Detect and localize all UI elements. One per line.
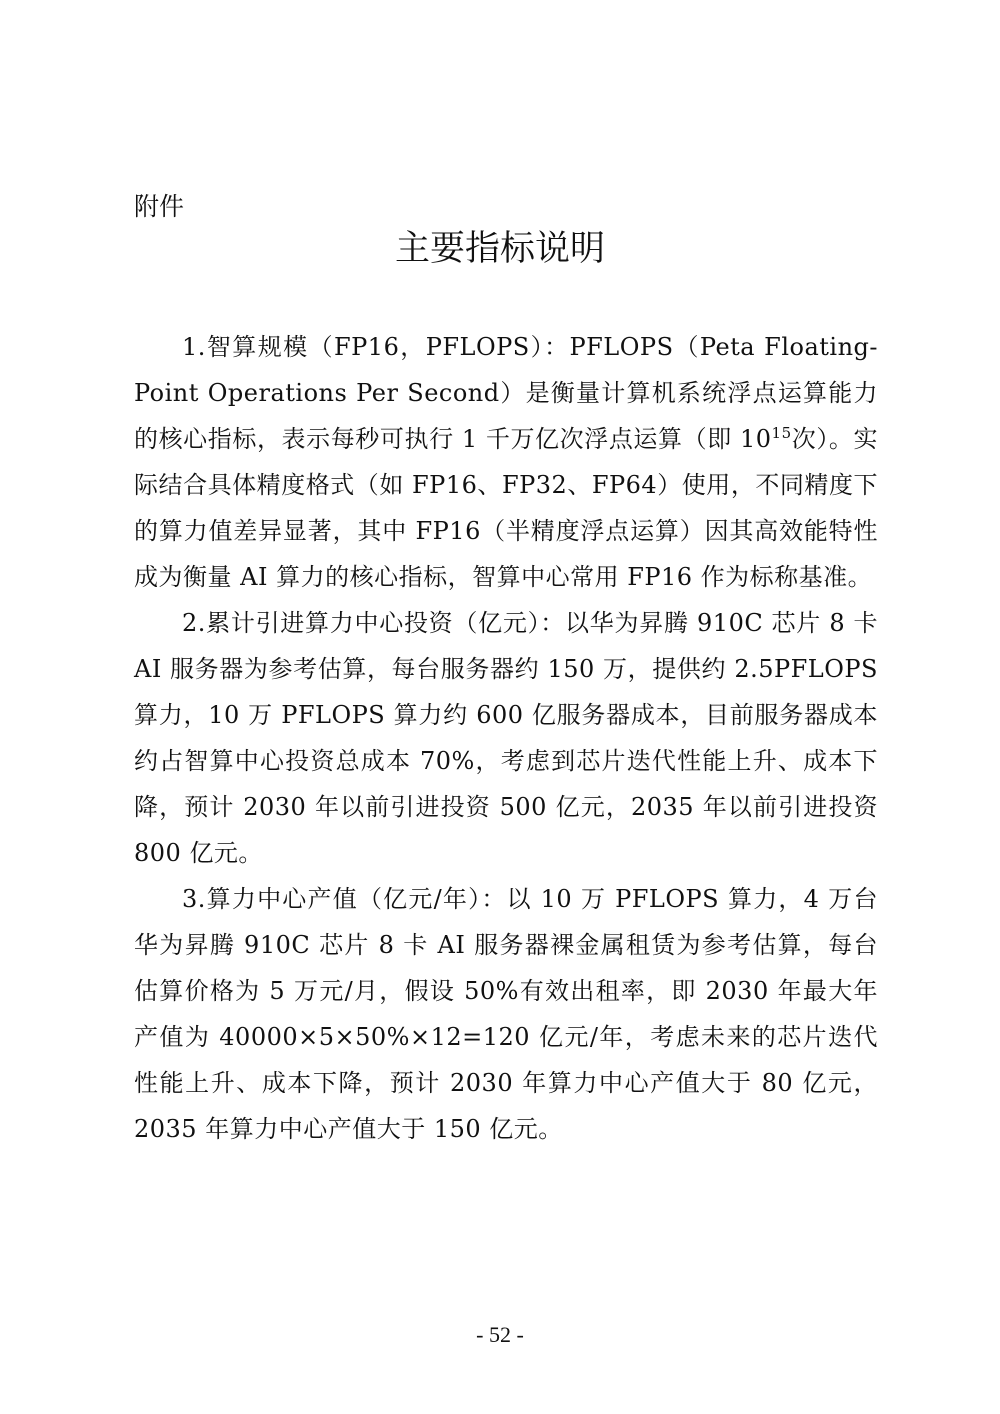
paragraph-1 (134, 324, 878, 600)
document-title: 主要指标说明 (394, 229, 605, 269)
paragraph-2: 2.累计引进算力中心投资（亿元）：以华为昇腾 910C 芯片 8 卡 AI 服务器为参考估算，每台服务器约 150 万，提供约 2.5PFLOPS 算力，10 万 PFLOPS 算力约 600 亿服务器成本，目前服务器成本约占智算中心投资总成本 70%，考虑到芯片迭代性能上升、成本下降，预计 2030 年以前引进投资 500 亿元，2035 年以前引进投资 800 亿元。 (134, 609, 878, 867)
document-body (134, 324, 878, 1152)
paragraph-1-text-b: 次）。实际结合具体精度格式（如 FP16、FP32、FP64）使用，不同精度下的算力值差异显著，其中 FP16（半精度浮点运算）因其高效能特性成为衡量 AI 算力的核心指标，智算中心常用 FP16 作为标称基准。 (134, 425, 879, 591)
attachment-label: 附件 (134, 192, 185, 221)
exponent-superscript: 15 (771, 424, 792, 442)
page-number: - 52 - (476, 1322, 524, 1347)
paragraph-1-text-a: 1.智算规模（FP16，PFLOPS）：PFLOPS（Peta Floating-Point Operations Per Second）是衡量计算机系统浮点运算能力的核心指标，表示每秒可执行 1 千万亿次浮点运算（即 10 (134, 333, 878, 453)
paragraph-3: 3.算力中心产值（亿元/年）：以 10 万 PFLOPS 算力，4 万台华为昇腾 910C 芯片 8 卡 AI 服务器裸金属租赁为参考估算，每台估算价格为 5 万元/月，假设 50%有效出租率，即 2030 年最大年产值为 40000×5×50%×12=120 亿元/年，考虑未来的芯片迭代性能上升、成本下降，预计 2030 年算力中心产值大于 80 亿元，2035 年算力中心产值大于 150 亿元。 (134, 885, 878, 1143)
